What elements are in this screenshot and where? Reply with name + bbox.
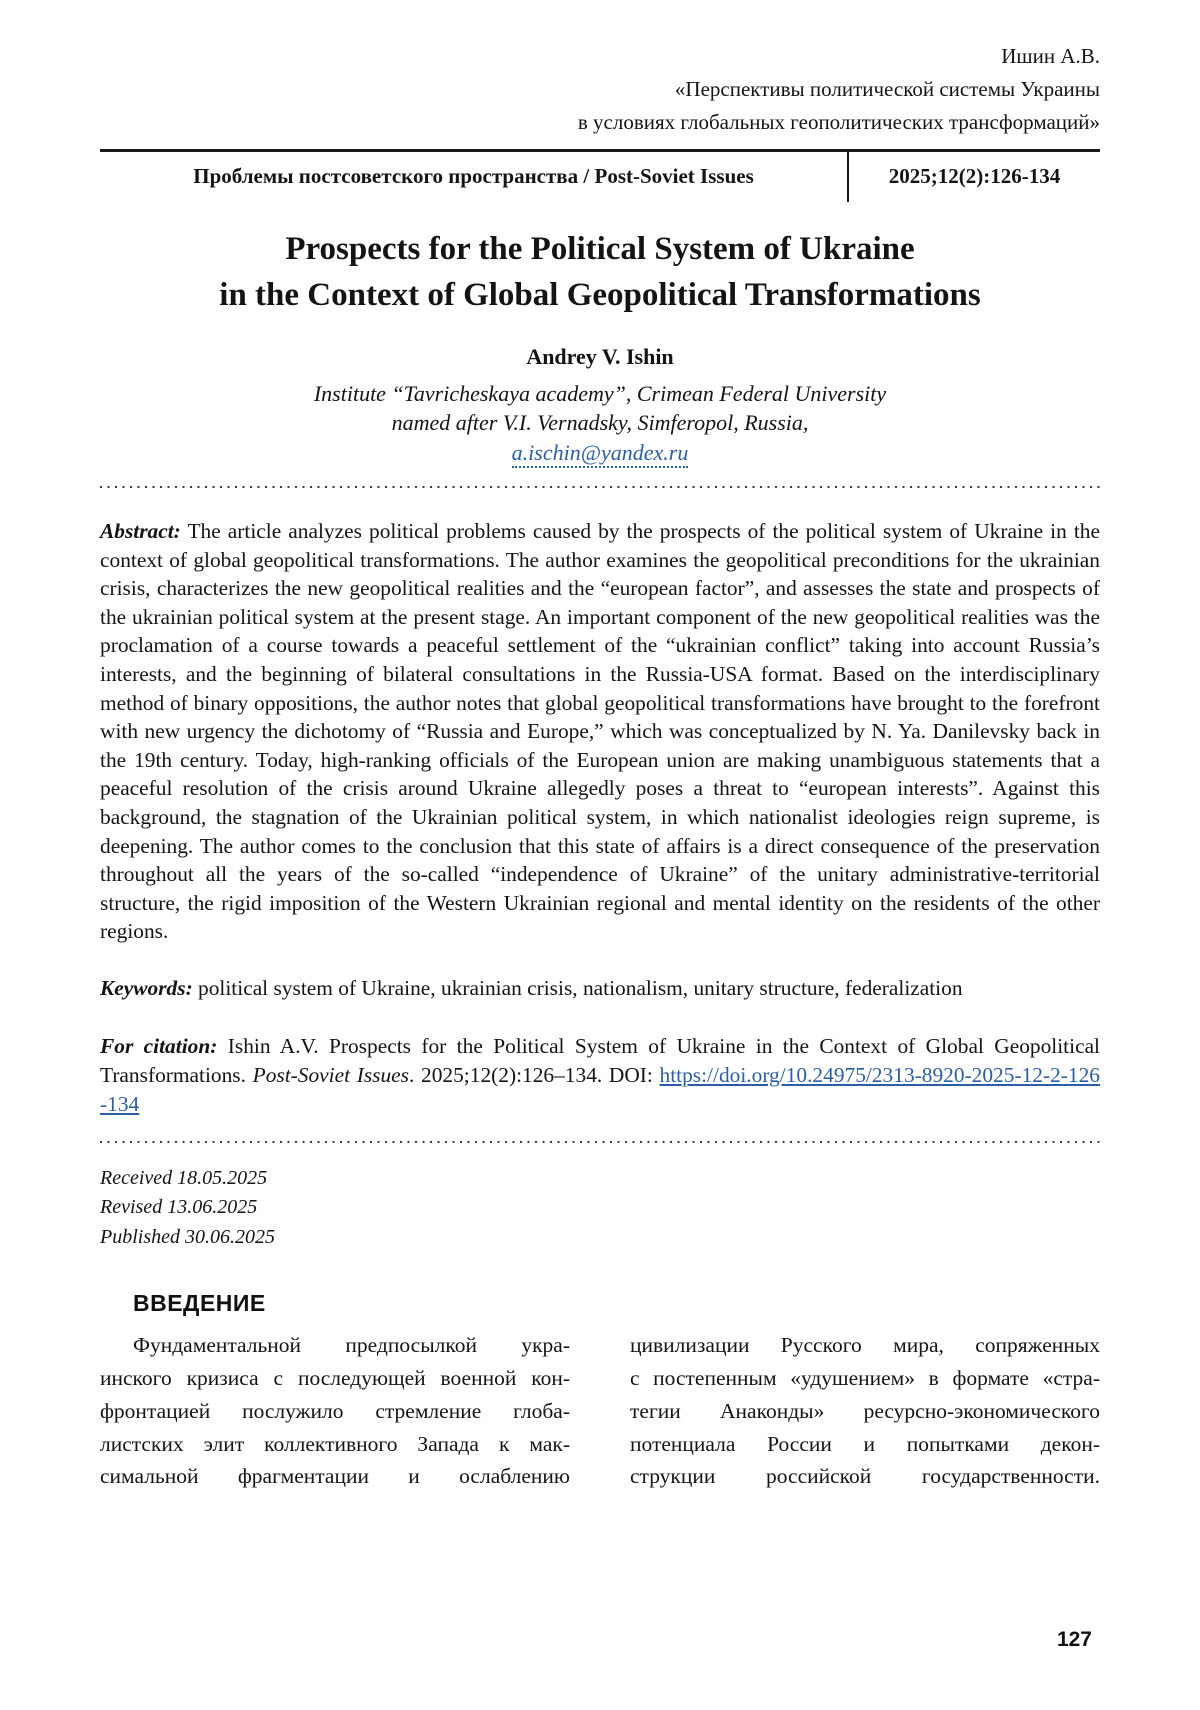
intro-column-right: цивилизации Русского мира, сопряженных с постепенным «удушением» в формате «стра- тегии Анаконды» ресурсно-экономического потенциала России и попытками декон- струкции российской государственности. (630, 1333, 1100, 1489)
page-number: 127 (1056, 1628, 1092, 1651)
journal-bar (100, 149, 1100, 202)
issue-info: 2025;12(2):126-134 (847, 152, 1100, 202)
received-revised-published: Received 18.05.2025 Revised 13.06.2025 Published 30.06.2025 (100, 1166, 275, 1248)
keywords-paragraph (100, 974, 1100, 1003)
abstract-text: The article analyzes political problems caused by the prospects of the political system of Ukraine in the context of global geopolitical transformations. The author examines the geopolitical preconditions for the ukrainian crisis, characterizes the new geopolitical realities and the “european factor”, and assesses the state and prospects of the ukrainian political system at the present stage. An important component of the new geopolitical realities was the proclamation of a course towards a peaceful settlement of the “ukrainian conflict” taking into account Russia’s interests, and the beginning of bilateral consultations in the Russia-USA format. Based on the interdisciplinary method of binary oppositions, the author notes that global geopolitical transformations have brought to the forefront with new urgency the dichotomy of “Russia and Europe,” which was conceptualized by N. Ya. Danilevsky back in the 19th century. Today, high-ranking officials of the European union are making unambiguous statements that a peaceful resolution of the crisis around Ukraine allegedly poses a threat to “european interests”. Against this background, the stagnation of the Ukrainian political system, in which nationalist ideologies reign supreme, is deepening. The author comes to the conclusion that this state of affairs is a direct consequence of the preservation throughout all the years of the so-called “independence of Ukraine” of the unitary administrative-territorial structure, the rigid imposition of the Western Ukrainian regional and mental identity on the residents of the other regions. (100, 519, 1100, 944)
email-link[interactable]: a.ischin@yandex.ru (512, 440, 689, 468)
keywords-text: political system of Ukraine, ukrainian crisis, nationalism, unitary structure, federalization (192, 975, 963, 1000)
citation-label: For citation: (100, 1033, 218, 1058)
keywords-label: Keywords: (100, 975, 193, 1000)
journal-name: Проблемы постсоветского пространства / Post-Soviet Issues (193, 164, 754, 188)
introduction-heading: ВВЕДЕНИЕ (133, 1290, 266, 1317)
affiliation: Institute “Tavricheskaya academy”, Crimean Federal University named after V.I. Vernadsky, Simferopol, Russia, (313, 381, 887, 435)
article-title: Prospects for the Political System of Ukraine in the Context of Global Geopolitical Transformations (219, 231, 981, 313)
doi-link[interactable]: https://doi.org/10.24975/2313-8920-2025-12-2-126-134 (100, 1062, 1100, 1116)
citation-text-middle: . 2025;12(2):126–134. DOI: (409, 1062, 660, 1087)
intro-columns (100, 1329, 1100, 1493)
dotted-divider-top (100, 485, 1100, 488)
citation-journal-italic: Post-Soviet Issues (252, 1062, 410, 1087)
dotted-divider-bottom (100, 1140, 1100, 1143)
citation-text-before: Ishin A.V. Prospects for the Political System of Ukraine in the Context of Global Geopolitical Transformations. (100, 1033, 1101, 1087)
introduction-section (100, 1290, 1100, 1493)
running-head: Ишин А.В. «Перспективы политической системы Украины в условиях глобальных геополитических трансформаций» (577, 44, 1100, 134)
author-name: Andrey V. Ishin (526, 344, 674, 369)
abstract-label: Abstract: (100, 519, 181, 543)
abstract-paragraph (100, 517, 1100, 946)
intro-column-left: Фундаментальной предпосылкой укра- инского кризиса с последующей военной кон- фронтацией послужило стремление глоба- листских элит коллективного Запада к мак- симальной фрагментации и ослаблению (100, 1333, 570, 1489)
email-row (100, 440, 1100, 466)
citation-paragraph (100, 1032, 1100, 1119)
